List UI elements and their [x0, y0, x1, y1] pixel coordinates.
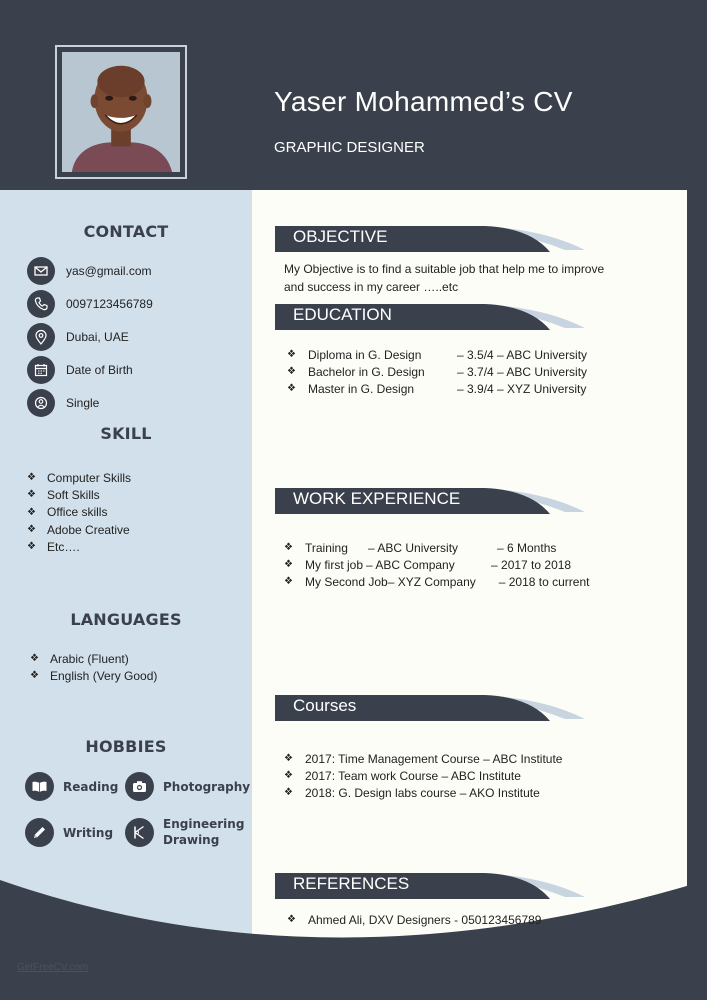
skill-heading: SKILL [100, 424, 152, 443]
list-item: ❖ My first job – ABC Company – 2017 to 2018 [284, 557, 572, 572]
list-item: ❖ Diploma in G. Design – 3.5/4 – ABC University [287, 347, 588, 362]
list-item: ❖ Office skills [27, 505, 108, 520]
hobby-reading [25, 772, 118, 801]
languages-list [30, 650, 157, 685]
hobby-label: Writing [63, 825, 114, 840]
contact-birth [27, 356, 133, 384]
list-item: ❖ 2017: Team work Course – ABC Institute [284, 768, 521, 783]
location-icon [27, 323, 55, 351]
hobbies-heading: HOBBIES [85, 737, 167, 756]
references-section-bar [275, 871, 590, 901]
cv-name: Yaser Mohammed’s CV [274, 86, 573, 117]
contact-location [27, 323, 129, 351]
courses-heading: Courses [293, 696, 357, 715]
list-item: ❖ Master in G. Design – 3.9/4 – XYZ University [287, 381, 587, 396]
list-item: ❖ Ahmed Ali, DXV Designers - 050123456789 [287, 912, 542, 927]
languages-heading: LANGUAGES [70, 610, 182, 629]
profile-photo-frame [55, 45, 187, 179]
objective-heading: OBJECTIVE [293, 227, 388, 246]
status-icon [27, 389, 55, 417]
person-portrait-icon [62, 52, 180, 172]
education-section-bar [275, 302, 590, 332]
contact-phone [27, 290, 153, 318]
camera-icon [125, 772, 154, 801]
job-title: GRAPHIC DESIGNER [274, 139, 425, 156]
list-item: ❖ My Second Job – XYZ Company – 2018 to current [284, 574, 590, 589]
objective-text: My Objective is to find a suitable job that help me to improve and success in my career …..etc [284, 262, 605, 294]
contact-location-text: Dubai, UAE [66, 330, 129, 344]
hobby-writing [25, 818, 113, 847]
list-item: ❖ Bachelor in G. Design – 3.7/4 – ABC University [287, 364, 588, 379]
work-list [284, 539, 589, 591]
contact-status [27, 389, 99, 417]
contact-email-text: yas@gmail.com [66, 264, 152, 278]
list-item: ❖ Training – ABC University – 6 Months [284, 540, 557, 555]
contact-email [27, 257, 152, 285]
phone-icon [27, 290, 55, 318]
education-heading: EDUCATION [293, 305, 392, 324]
profile-photo [62, 52, 180, 172]
hobby-label: Photography [163, 779, 251, 794]
contact-status-text: Single [66, 396, 100, 410]
references-heading: REFERENCES [293, 874, 410, 893]
list-item: ❖ Computer Skills [27, 470, 132, 485]
objective-section-bar [275, 224, 590, 254]
references-list [287, 911, 541, 928]
skill-list [27, 469, 131, 555]
list-item: ❖ Soft Skills [27, 487, 100, 502]
compass-icon [125, 818, 154, 847]
pencil-icon [25, 818, 54, 847]
list-item: ❖ Adobe Creative [27, 522, 130, 537]
hobby-label: Engineering Drawing [163, 817, 245, 847]
list-item: ❖ Arabic (Fluent) [30, 651, 129, 666]
work-heading: WORK EXPERIENCE [293, 489, 461, 508]
hobby-engineering-drawing [125, 816, 244, 848]
list-item: ❖ 2017: Time Management Course – ABC Institute [284, 751, 563, 766]
work-section-bar [275, 486, 590, 516]
courses-section-bar [275, 693, 590, 723]
courses-list [284, 750, 562, 802]
education-list [287, 346, 587, 398]
list-item: ❖ 2018: G. Design labs course – AKO Institute [284, 785, 540, 800]
book-icon [25, 772, 54, 801]
hobby-photography [125, 772, 250, 801]
contact-phone-text: 0097123456789 [66, 297, 153, 311]
email-icon [27, 257, 55, 285]
contact-birth-text: Date of Birth [66, 363, 133, 377]
calendar-icon [27, 356, 55, 384]
watermark-link[interactable]: GetFreeCV.com [17, 962, 89, 973]
list-item: ❖ English (Very Good) [30, 668, 158, 683]
contact-heading: CONTACT [83, 222, 169, 241]
hobby-label: Reading [63, 779, 119, 794]
list-item: ❖ Etc…. [27, 539, 80, 554]
